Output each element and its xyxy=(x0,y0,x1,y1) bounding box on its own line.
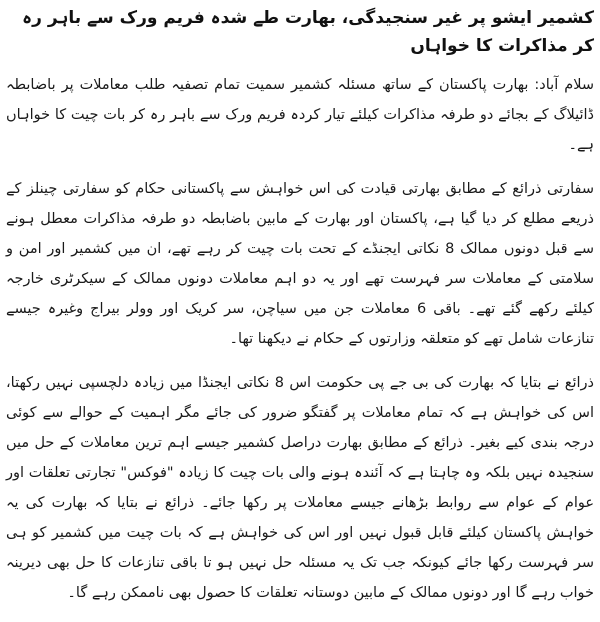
article-paragraph-diplomatic-sources: سفارتی ذرائع کے مطابق بھارتی قیادت کی اس خواہش سے پاکستانی حکام کو سفارتی چینلز کے ذریعے مطلع کر دیا گیا ہے، پاکستان اور بھارت کے مابین باضابطہ دو طرفہ مذاکرات معطل ہونے سے قبل دونوں ممالک 8 نکاتی ایجنڈے کے تحت بات چیت کر رہے تھے، ان میں کشمیر اور امن و سلامتی کے معاملات سر فہرست تھے اور یہ دو اہم معاملات دونوں ممالک کے سیکرٹری خارجہ کیلئے رکھے گئے تھے۔ باقی 6 معاملات جن میں سیاچن، سر کریک اور وولر بیراج وغیرہ جیسے تنازعات شامل تھے کو متعلقہ وزارتوں کے حکام نے دیکھنا تھا۔ xyxy=(6,181,594,347)
article-headline: کشمیر ایشو پر غیر سنجیدگی، بھارت طے شدہ فریم ورک سے باہر رہ کر مذاکرات کا خواہاں xyxy=(22,8,594,56)
article-paragraph-intro: سلام آباد: بھارت پاکستان کے ساتھ مسئلہ کشمیر سمیت تمام تصفیہ طلب معاملات پر باضابطہ ڈائیلاگ کے بجائے دو طرفہ مذاکرات کیلئے تیار کردہ فریم ورک سے باہر رہ کر بات چیت کا خواہاں ہے۔ xyxy=(6,77,594,153)
news-article xyxy=(6,4,594,622)
article-paragraph-bjp-stance: ذرائع نے بتایا کہ بھارت کی بی جے پی حکومت اس 8 نکاتی ایجنڈا میں زیادہ دلچسپی نہیں رکھتا، اس کی خواہش ہے کہ تمام معاملات پر گفتگو ضرور کی جائے مگر اہمیت کے حوالے سے کوئی درجہ بندی کیے بغیر۔ ذرائع کے مطابق بھارت دراصل کشمیر جیسے اہم ترین معاملات کے حل میں سنجیدہ نہیں بلکہ وہ چاہتا ہے کہ آئندہ ہونے والی بات چیت کا زیادہ "فوکس" تجارتی تعلقات اور عوام کے عوام سے روابط بڑھانے جیسے معاملات پر رکھا جائے۔ ذرائع نے بتایا کہ بھارت کی یہ خواہش پاکستان کیلئے قابل قبول نہیں اور اس کی خواہش ہے کہ بات چیت میں کشمیر کو ہی سر فہرست رکھا جائے کیونکہ جب تک یہ مسئلہ حل نہیں ہو تا باقی تنازعات کا حل بھی دیرینہ خواب رہے گا اور دونوں ممالک کے مابین دوستانہ تعلقات کا حصول بھی ناممکن رہے گا۔ xyxy=(6,375,594,601)
